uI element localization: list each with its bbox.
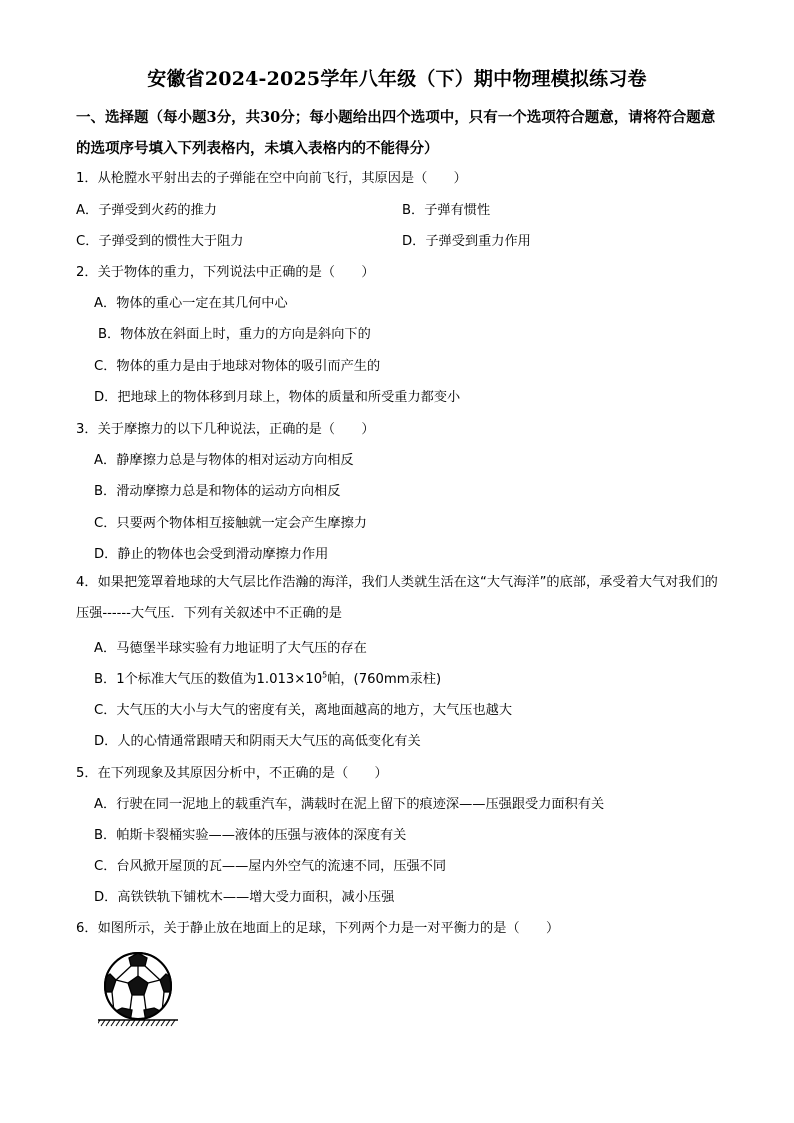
question-1-option-a: A．子弹受到火药的推力 — [76, 203, 217, 218]
question-4-option-b-text: B．1个标准大气压的数值为1.013×10 — [94, 672, 323, 687]
question-3-option-c: C．只要两个物体相互接触就一定会产生摩擦力 — [94, 516, 367, 531]
question-5-option-b: B．帕斯卡裂桶实验——液体的压强与液体的深度有关 — [94, 828, 407, 843]
question-5-option-c: C．台风掀开屋顶的瓦——屋内外空气的流速不同，压强不同 — [94, 859, 447, 874]
soccer-ball-on-ground-icon — [98, 950, 178, 1030]
question-1-stem: 1．从枪膛水平射出去的子弹能在空中向前飞行，其原因是（ ） — [76, 171, 467, 186]
question-4-option-b-tail: 帕，(760mm汞柱) — [327, 672, 442, 687]
question-2-option-d: D．把地球上的物体移到月球上，物体的质量和所受重力都变小 — [94, 390, 461, 405]
question-2-option-b: B．物体放在斜面上时，重力的方向是斜向下的 — [98, 327, 371, 342]
exponent: 5 — [322, 670, 328, 680]
question-3-option-b: B．滑动摩擦力总是和物体的运动方向相反 — [94, 484, 341, 499]
question-4-option-b — [94, 668, 441, 687]
question-2-option-a: A．物体的重心一定在其几何中心 — [94, 296, 288, 311]
question-5-option-d: D．高铁铁轨下铺枕木——增大受力面积，减小压强 — [94, 890, 395, 905]
question-3-stem: 3．关于摩擦力的以下几种说法，正确的是（ ） — [76, 422, 375, 437]
question-3-option-a: A．静摩擦力总是与物体的相对运动方向相反 — [94, 453, 354, 468]
section-heading: 一、选择题（每小题3分，共30分；每小题给出四个选项中，只有一个选项符合题意，请将符合题意的选项序号填入下列表格内，未填入表格内的不能得分） — [76, 109, 716, 157]
question-1-option-b: B．子弹有惯性 — [402, 203, 491, 218]
page-title: 安徽省2024-2025学年八年级（下）期中物理模拟练习卷 — [147, 68, 647, 90]
question-5-option-a: A．行驶在同一泥地上的载重汽车，满载时在泥上留下的痕迹深——压强跟受力面积有关 — [94, 797, 605, 812]
question-2-stem: 2．关于物体的重力，下列说法中正确的是（ ） — [76, 265, 375, 280]
question-6-stem: 6．如图所示，关于静止放在地面上的足球，下列两个力是一对平衡力的是（ ） — [76, 921, 560, 936]
question-4-option-a: A．马德堡半球实验有力地证明了大气压的存在 — [94, 641, 367, 656]
question-5-stem: 5．在下列现象及其原因分析中，不正确的是（ ） — [76, 766, 388, 781]
question-4-option-d: D．人的心情通常跟晴天和阴雨天大气压的高低变化有关 — [94, 734, 421, 749]
question-2-option-c: C．物体的重力是由于地球对物体的吸引而产生的 — [94, 359, 381, 374]
question-3-option-d: D．静止的物体也会受到滑动摩擦力作用 — [94, 547, 329, 562]
question-1-option-d: D．子弹受到重力作用 — [402, 234, 531, 249]
question-4-stem: 4．如果把笼罩着地球的大气层比作浩瀚的海洋，我们人类就生活在这“大气海洋”的底部，承受着大气对我们的压强------大气压．下列有关叙述中不正确的是 — [76, 575, 718, 621]
question-4-option-c: C．大气压的大小与大气的密度有关，离地面越高的地方，大气压也越大 — [94, 703, 513, 718]
question-1-option-c: C．子弹受到的惯性大于阻力 — [76, 234, 244, 249]
